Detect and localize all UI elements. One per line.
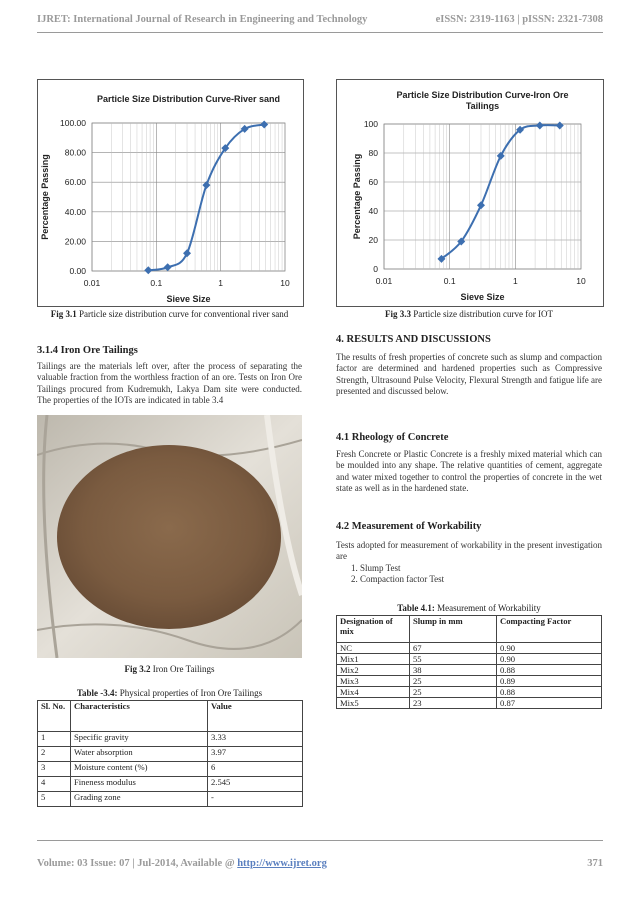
y-tick-label: 60 [368,177,378,187]
x-tick-label: 0.01 [375,276,393,286]
table-row [337,698,602,709]
table-cell: Mix5 [337,698,410,709]
section-4-2-title: 4.2 Measurement of Workability [336,521,482,532]
plot-area [384,124,581,269]
section-4-title: 4. RESULTS AND DISCUSSIONS [336,334,491,345]
footer-volume [37,858,327,869]
table-cell: Moisture content (%) [71,762,208,777]
y-tick-label: 40.00 [64,206,86,217]
running-header [37,14,603,25]
table34-header-slno: Sl. No. [38,701,71,732]
table-row [337,676,602,687]
table-cell: 23 [410,698,497,709]
y-tick-label: 20 [368,235,378,245]
fig33-text: Particle size distribution curve for IOT [411,309,553,319]
table-row [337,654,602,665]
table-cell: 5 [38,792,71,807]
table-row [38,762,303,777]
table-cell: 3 [38,762,71,777]
table-cell: Mix3 [337,676,410,687]
y-axis-label: Percentage Passing [40,154,50,240]
table41-text: Measurement of Workability [434,603,541,613]
table-cell: 0.87 [497,698,602,709]
table-cell: 0.88 [497,665,602,676]
x-tick-label: 0.01 [83,278,101,288]
x-tick-label: 0.1 [443,276,456,286]
table-row [38,747,303,762]
table-row [38,792,303,807]
y-axis-label: Percentage Passing [352,153,362,240]
table34-header-value: Value [208,701,303,732]
y-tick-label: 40 [368,206,378,216]
table-row [38,777,303,792]
page-number: 371 [587,858,603,869]
fig32-label: Fig 3.2 [124,664,151,674]
section-4-1-title: 4.1 Rheology of Concrete [336,432,449,443]
table-cell: 25 [410,687,497,698]
x-tick-label: 10 [576,276,586,286]
x-tick-label: 1 [218,278,224,288]
table41-header-compacting: Compacting Factor [497,616,602,643]
table-cell: 3.33 [208,732,303,747]
y-tick-label: 100 [363,119,378,129]
fig33-label: Fig 3.3 [385,309,412,319]
fig31-caption [37,309,302,320]
table-cell: NC [337,643,410,654]
table-cell: Grading zone [71,792,208,807]
y-tick-label: 20.00 [64,236,86,247]
x-tick-label: 0.1 [150,278,163,288]
y-tick-label: 100.00 [60,118,86,128]
table-cell: 0.89 [497,676,602,687]
table-3-4 [37,700,303,807]
section-4-paragraph: The results of fresh properties of concrete such as slump and compaction factor are determined and hardened properties such as Compressive Strength, Ultrasound Pulse Velocity, Flexural Strength and fatigue life are presented and discussed below. [336,352,602,396]
chart-title: Particle Size Distribution Curve-River sand [96,94,281,104]
table-cell: Fineness modulus [71,777,208,792]
section-3-1-4-paragraph: Tailings are the materials left over, after the process of separating the valuable fraction from the worthless fraction of an ore. Tests on Iron Ore Tailings procured from Kudremukh, Lakya Dam site were conducted. The properties of the IOTs are indicated in table 3.4 [37,361,302,405]
table-row [337,665,602,676]
x-tick-label: 1 [512,276,518,286]
workability-test-list [336,563,602,586]
table34-caption [37,688,302,699]
chart-title: Particle Size Distribution Curve-Iron Ore [396,90,569,100]
table-cell: 1 [38,732,71,747]
chart-iot-frame [336,79,604,307]
table41-caption [336,603,602,614]
fig33-caption [336,309,602,320]
list-item: 1. Slump Test [360,563,602,574]
y-tick-label: 60.00 [64,177,86,188]
table-cell: 2 [38,747,71,762]
iron-ore-tailings-photo [37,415,302,658]
chart-iot [337,80,603,306]
x-axis-label: Sieve Size [166,294,211,304]
section-4-2-paragraph: Tests adopted for measurement of workability in the present investigation are [336,540,602,562]
table-cell: 2.545 [208,777,303,792]
table-row [38,732,303,747]
table-cell: 0.88 [497,687,602,698]
table41-header-designation: Designation of mix [337,616,410,643]
table-cell: Water absorption [71,747,208,762]
fig32-text: Iron Ore Tailings [150,664,215,674]
running-footer [37,858,603,869]
y-tick-label: 0.00 [69,266,86,276]
section-4-1-paragraph: Fresh Concrete or Plastic Concrete is a freshly mixed material which can be moulded into any shape. The relative quantities of cement, aggregate and water mixed together to control the properties of concrete in the wet state as well as in the hardened state. [336,449,602,493]
footer-prefix: Volume: 03 Issue: 07 | Jul-2014, Available @ [37,858,238,869]
table-cell: 0.90 [497,643,602,654]
table41-label: Table 4.1: [397,603,435,613]
table-cell: Mix1 [337,654,410,665]
fig31-text: Particle size distribution curve for conventional river sand [76,309,289,319]
table-cell: 25 [410,676,497,687]
table-cell: 38 [410,665,497,676]
journal-link[interactable]: http://www.ijret.org [237,858,327,869]
y-tick-label: 0 [373,264,378,274]
journal-issn: eISSN: 2319-1163 | pISSN: 2321-7308 [435,14,603,25]
journal-name: IJRET: International Journal of Research in Engineering and Technology [37,14,368,25]
table-cell: 55 [410,654,497,665]
table34-label: Table -3.4: [76,688,118,698]
table-cell: Specific gravity [71,732,208,747]
table-4-1 [336,615,602,709]
fig31-label: Fig 3.1 [50,309,77,319]
table-cell: 0.90 [497,654,602,665]
table-row [337,687,602,698]
x-axis-label: Sieve Size [460,292,505,302]
chart-title: Tailings [465,101,500,111]
section-3-1-4-title: 3.1.4 Iron Ore Tailings [37,345,138,356]
y-tick-label: 80.00 [64,147,86,158]
chart-river-sand [38,80,303,306]
y-tick-label: 80 [368,148,378,158]
table41-header-slump: Slump in mm [410,616,497,643]
fig32-caption [37,664,302,675]
table-cell: 4 [38,777,71,792]
chart-river-sand-frame [37,79,304,307]
footer-rule [37,840,603,841]
table34-text: Physical properties of Iron Ore Tailings [117,688,263,698]
table-cell: 67 [410,643,497,654]
table-cell: Mix4 [337,687,410,698]
table-cell: 3.97 [208,747,303,762]
x-tick-label: 10 [280,278,290,288]
table-row [337,643,602,654]
list-item: 2. Compaction factor Test [360,574,602,585]
table-cell: - [208,792,303,807]
header-rule [37,32,603,33]
table34-header-characteristics: Characteristics [71,701,208,732]
table-cell: Mix2 [337,665,410,676]
table-cell: 6 [208,762,303,777]
